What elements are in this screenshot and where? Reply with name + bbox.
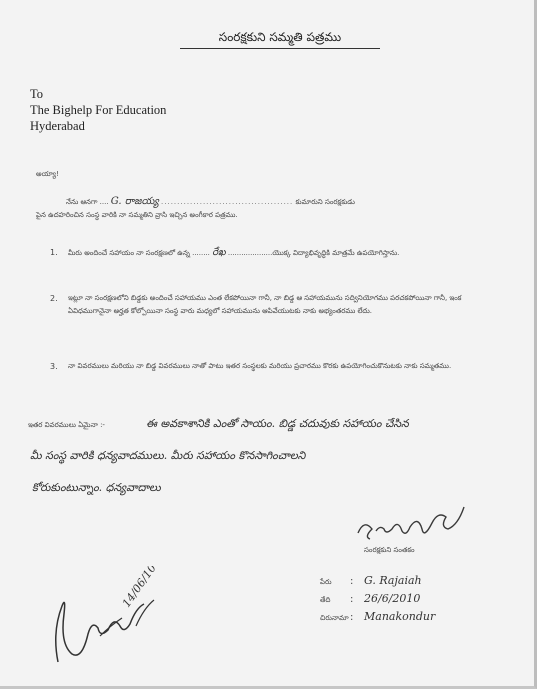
item-1-text-after: ....................యొక్క విద్యాభివృద్ధికి మాత్రమే ఉపయోగిస్తాను. (227, 249, 400, 257)
detail-label: తేది (320, 596, 331, 604)
detail-row-date (320, 592, 435, 610)
verifier-signature-date: 14/06/10 (119, 566, 159, 610)
document-title: సంరక్షకుని సమ్మతి పత్రము (180, 30, 380, 49)
handwritten-note-line-3: కోరుకుంటున్నాం. ధన్యవాదాలు (32, 481, 161, 494)
intro-name-handwritten: G. రాజయ్య (110, 196, 159, 207)
intro-line-1 (66, 195, 355, 209)
detail-colon: : (350, 576, 354, 587)
handwritten-note-line-1: ఈ అవకాశానికి ఎంతో సాయం. బిడ్డ చదువుకు సహాయం చేసిన (146, 417, 409, 430)
detail-value: G. Rajaiah (364, 574, 422, 587)
address-line-to: To (30, 87, 44, 101)
detail-row-name (320, 574, 435, 592)
detail-colon: : (350, 594, 354, 605)
detail-colon: : (350, 612, 354, 623)
guardian-signature-scribble (350, 505, 480, 545)
verifier-signature-scribble (40, 566, 200, 676)
detail-value: Manakondur (364, 610, 436, 623)
detail-row-address (320, 610, 435, 628)
item-number: 2. (50, 294, 58, 303)
item-number: 3. (50, 362, 58, 371)
recipient-address (30, 86, 166, 134)
verifier-signature (40, 566, 200, 676)
item-2-text: ఇట్లూ నా సంరక్షణలోని బిడ్డకు అందించే సహాయము ఎంత లేకపోయినా గానీ, నా బిడ్డ ఆ సహాయమును సద్వినియోగము పరచకపోయినా గానీ, ఇంక ఏవిధముగానైనా అర్హత కోల్పోయినా సంస్థ వారు మధ్యలో సహాయమును ఆపివేయుటకు నాకు అభ్యంతరము లేదు. (68, 294, 462, 315)
guardian-details (320, 574, 435, 628)
detail-label: చిరునామా (320, 614, 349, 622)
intro-line-2: పైన ఉదహరించిన సంస్థ వారికి నా సమ్మతిని వ్రాసి ఇచ్చిన అంగీకార పత్రము. (36, 211, 238, 219)
item-3-text: నా వివరములు మరియు నా బిడ్డ వివరములు నాతో పాటు ఇతర సంస్థలకు మరియు ప్రచారము కొరకు ఉపయోగించుకొనుటకు నాకు సమ్మతము. (68, 362, 452, 370)
intro-prefix: నేను ఆనగా .... (66, 198, 109, 206)
address-line-org: The Bighelp For Education (30, 103, 167, 117)
intro-dots: ......................................... (161, 198, 294, 206)
salutation: అయ్యా! (36, 170, 59, 178)
item-1-name-handwritten: రేఖ (212, 247, 226, 258)
other-details-label: ఇతర వివరములు ఏమైనా :- (28, 421, 105, 429)
intro-suffix: కుమారుని సంరక్షకుడు (295, 198, 355, 206)
item-1-text-before: మీరు అందించే సహాయం నా సంరక్షణలో ఉన్న ........ (68, 249, 210, 257)
detail-label: పేరు (320, 578, 332, 586)
detail-value: 26/6/2010 (364, 592, 421, 605)
guardian-signature (350, 505, 480, 549)
handwritten-note-line-2: మీ సంస్థ వారికి ధన్యవాదములు. మీరు సహాయం కొనసాగించాలని (30, 449, 306, 462)
address-line-city: Hyderabad (30, 119, 85, 133)
item-number: 1. (50, 248, 58, 257)
guardian-signature-label: సంరక్షకుని సంతకం (364, 546, 415, 554)
